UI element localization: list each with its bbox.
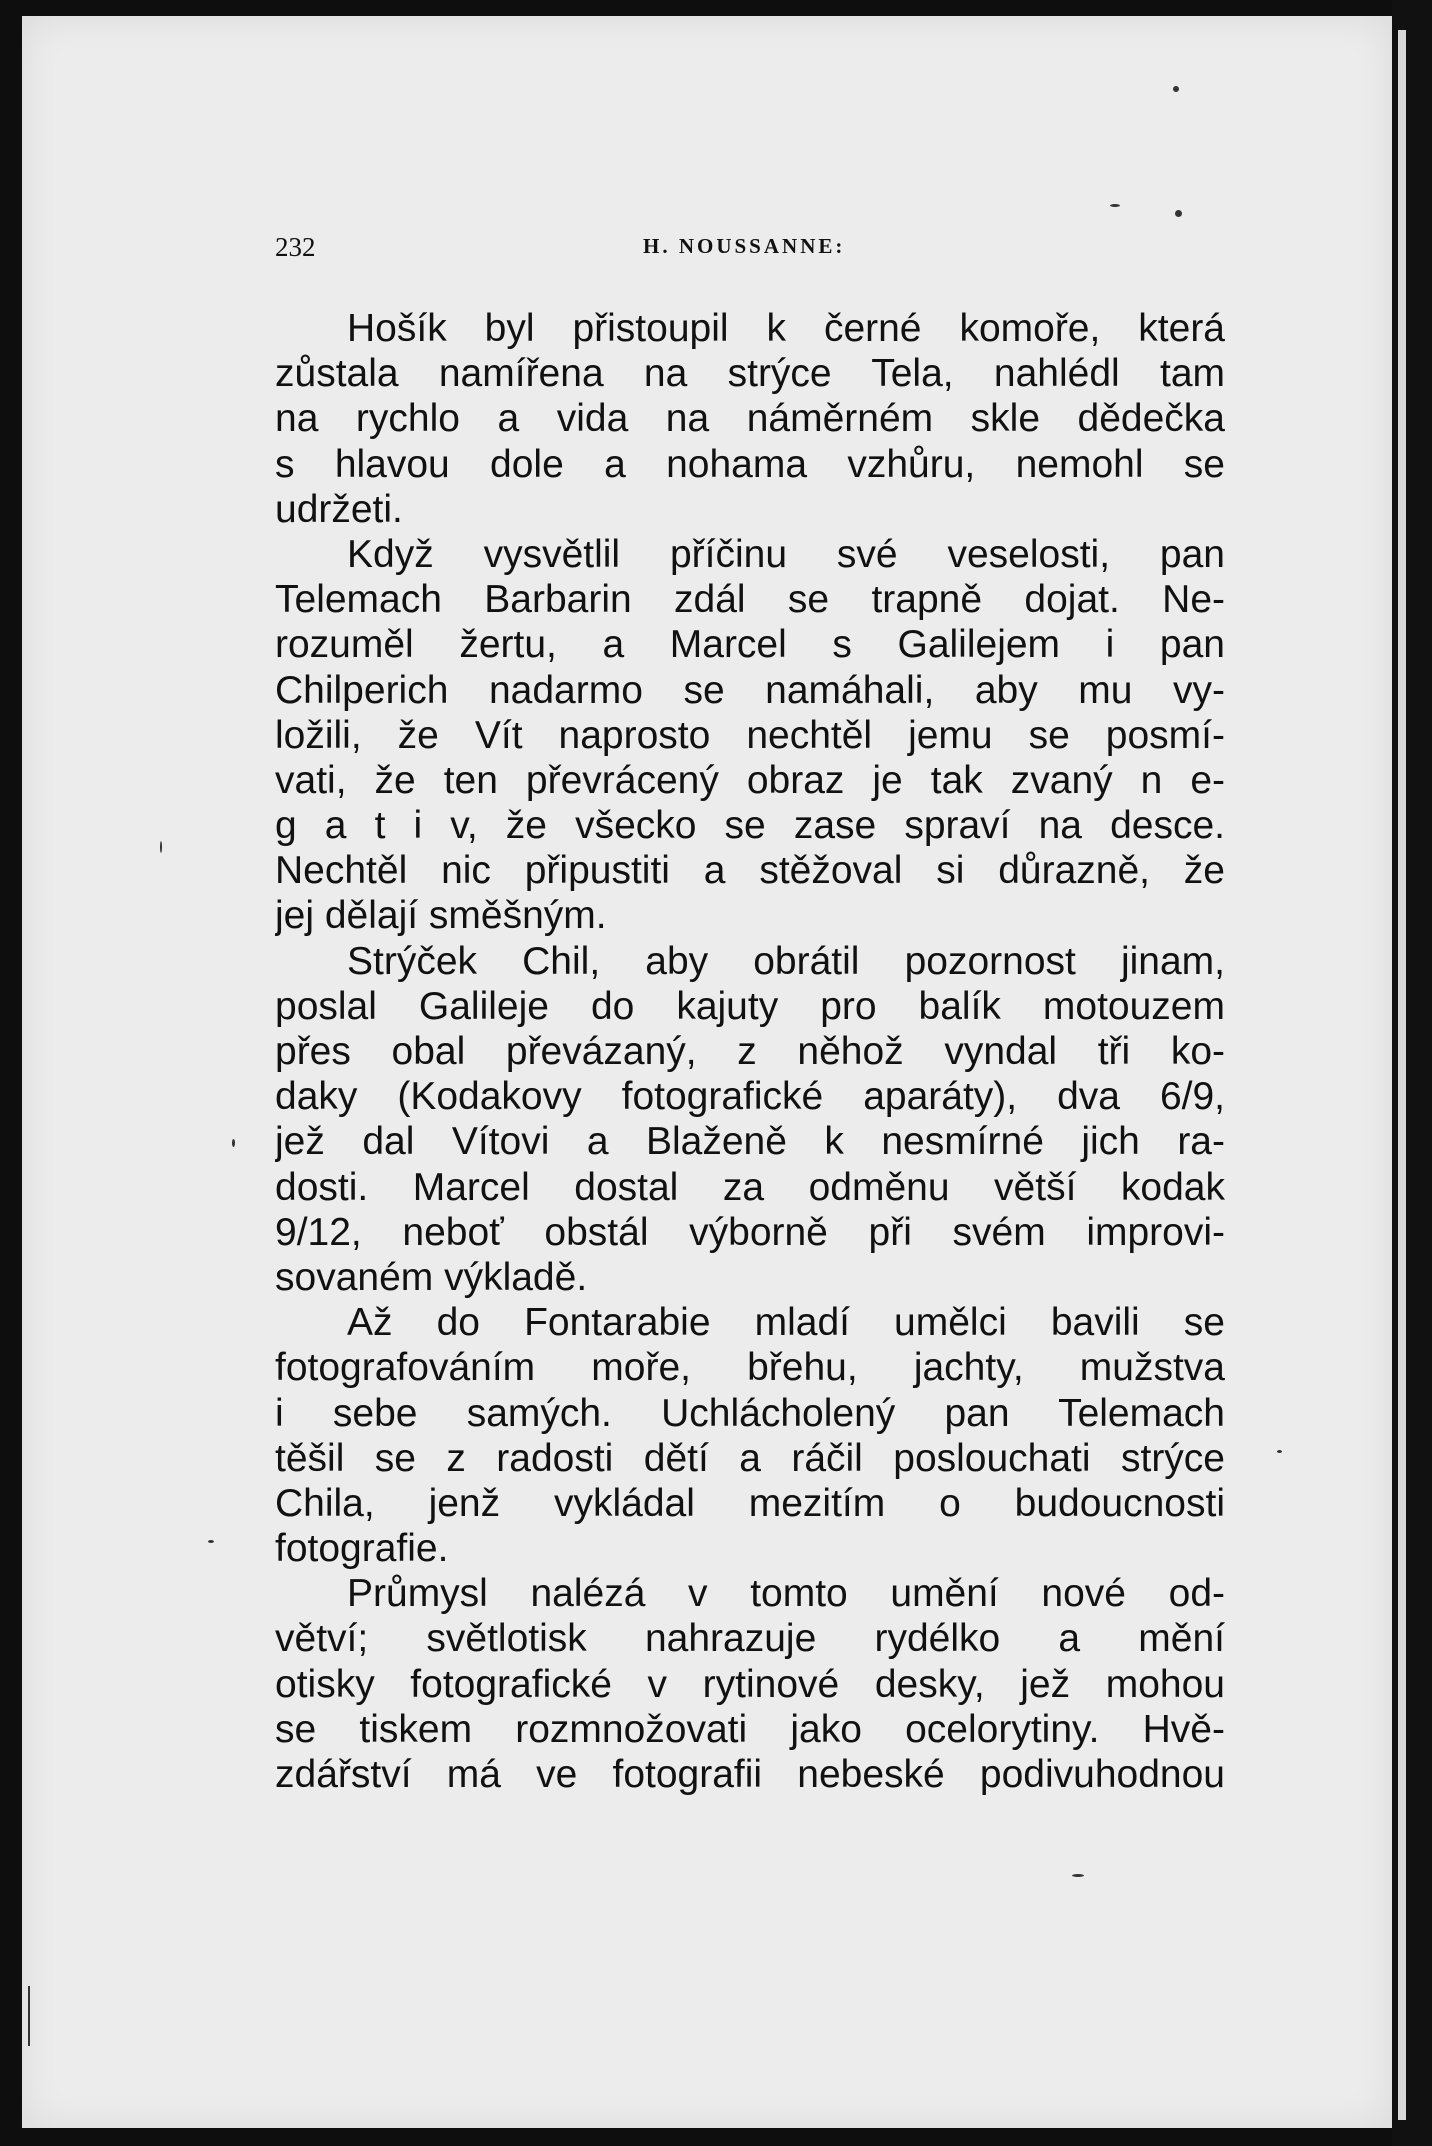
text-line: daky (Kodakovy fotografické aparáty), dva 6/9, bbox=[275, 1075, 1225, 1119]
text-line: zdářství má ve fotografii nebeské podivuhodnou bbox=[275, 1753, 1225, 1796]
text-line: poslal Galileje do kajuty pro balík motouzem bbox=[275, 984, 1225, 1028]
text-line: sovaném výkladě. bbox=[275, 1255, 588, 1299]
text-line: Když vysvětlil příčinu své veselosti, pan bbox=[347, 532, 1225, 576]
scan-speck bbox=[1110, 204, 1120, 207]
text-line: dosti. Marcel dostal za odměnu větší kodak bbox=[275, 1165, 1225, 1209]
text-line: přes obal převázaný, z něhož vyndal tři ko- bbox=[275, 1030, 1225, 1073]
text-line: Strýček Chil, aby obrátil pozornost jinam, bbox=[347, 939, 1225, 983]
scan-speck bbox=[208, 1540, 214, 1543]
text-line: jež dal Vítovi a Blaženě k nesmírné jich ra- bbox=[275, 1120, 1225, 1164]
text-line: se tiskem rozmnožovati jako ocelorytiny. Hvě- bbox=[275, 1707, 1225, 1751]
scan-speck bbox=[160, 841, 162, 853]
text-line: Chila, jenž vykládal mezitím o budoucnosti bbox=[275, 1481, 1225, 1525]
text-line: s hlavou dole a nohama vzhůru, nemohl se bbox=[275, 442, 1225, 486]
running-head: H. NOUSSANNE: bbox=[643, 234, 846, 258]
text-line: rozuměl žertu, a Marcel s Galilejem i pan bbox=[275, 623, 1225, 667]
text-line: těšil se z radosti dětí a ráčil poslouchati strýce bbox=[275, 1436, 1225, 1480]
scan-speck bbox=[1072, 1874, 1084, 1877]
page-header bbox=[275, 232, 1225, 272]
scan-speck bbox=[1173, 86, 1179, 92]
text-line: Telemach Barbarin zdál se trapně dojat. Ne- bbox=[275, 578, 1225, 622]
text-line: Nechtěl nic připustiti a stěžoval si důrazně, že bbox=[275, 849, 1225, 893]
text-line: fotografováním moře, břehu, jachty, mužstva bbox=[275, 1346, 1225, 1390]
page-number: 232 bbox=[275, 232, 316, 262]
text-line: zůstala namířena na strýce Tela, nahlédl tam bbox=[275, 352, 1225, 396]
scan-speck bbox=[232, 1139, 235, 1147]
text-line: jej dělají směšným. bbox=[275, 894, 607, 938]
text-line: na rychlo a vida na náměrném skle dědečka bbox=[275, 397, 1225, 441]
scan-speck bbox=[1277, 1450, 1282, 1453]
text-line: 9/12, neboť obstál výborně při svém improvi- bbox=[275, 1210, 1225, 1254]
text-line: větví; světlotisk nahrazuje rydélko a mění bbox=[275, 1617, 1225, 1661]
body-text bbox=[275, 306, 1225, 1797]
text-line: ložili, že Vít naprosto nechtěl jemu se posmí- bbox=[275, 713, 1225, 757]
text-line: vati, že ten převrácený obraz je tak zvaný n e- bbox=[275, 758, 1225, 802]
text-line: otisky fotografické v rytinové desky, jež mohou bbox=[275, 1662, 1225, 1706]
text-line: i sebe samých. Uchlácholený pan Telemach bbox=[275, 1391, 1225, 1435]
text-line: fotografie. bbox=[275, 1527, 449, 1571]
adjacent-page-edge bbox=[1398, 30, 1406, 2120]
text-line: Chilperich nadarmo se namáhali, aby mu vy- bbox=[275, 668, 1225, 712]
text-line: Průmysl nalézá v tomto umění nové od- bbox=[347, 1572, 1225, 1616]
text-line: g a t i v, že všecko se zase spraví na desce. bbox=[275, 804, 1225, 848]
scan-right-edge bbox=[1392, 0, 1432, 2146]
text-line: udržeti. bbox=[275, 487, 403, 531]
scan-speck bbox=[1175, 210, 1182, 217]
scan-speck bbox=[28, 1986, 30, 2046]
text-line: Až do Fontarabie mladí umělci bavili se bbox=[347, 1301, 1225, 1345]
text-line: Hošík byl přistoupil k černé komoře, která bbox=[347, 307, 1225, 350]
